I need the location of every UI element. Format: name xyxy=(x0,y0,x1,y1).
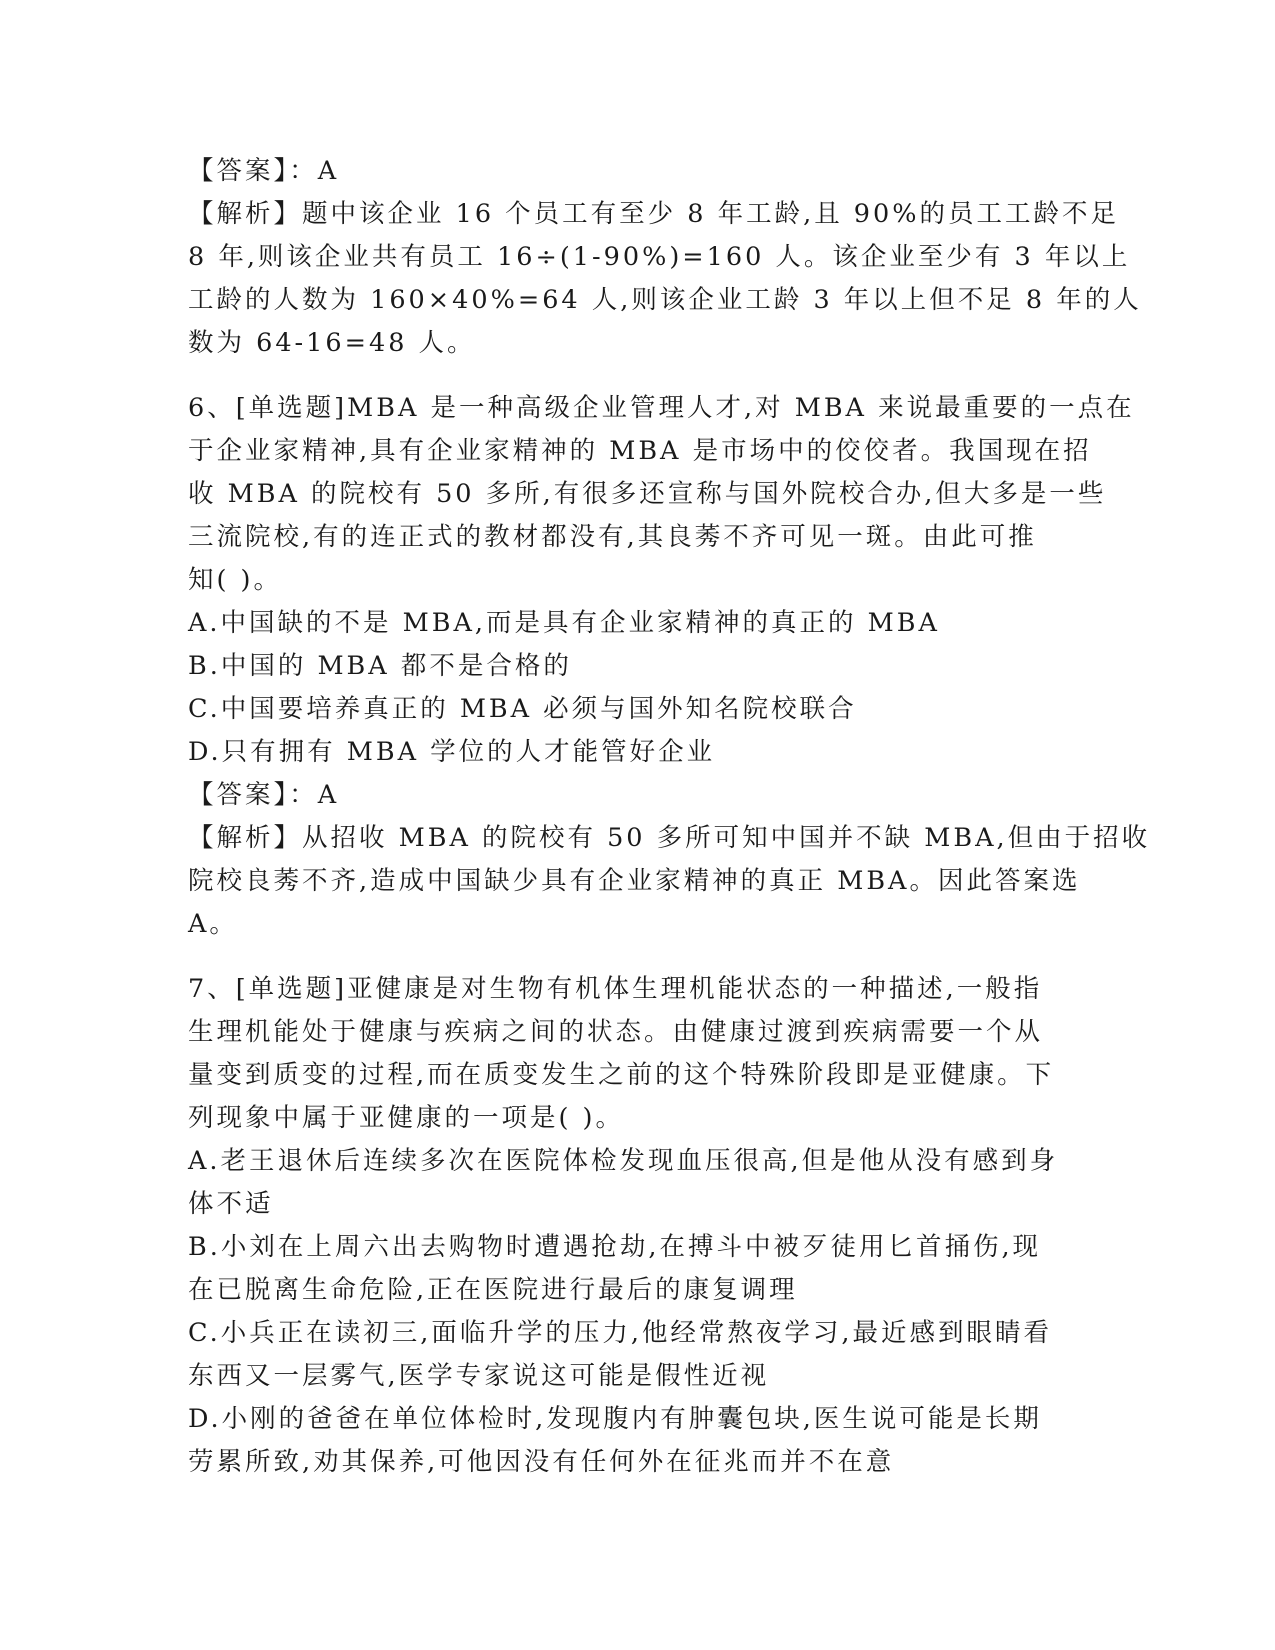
q6-stem-line: 于企业家精神,具有企业家精神的 MBA 是市场中的佼佼者。我国现在招 xyxy=(188,436,1092,466)
q6-stem-line: 知( )。 xyxy=(188,565,283,595)
section-gap xyxy=(188,946,1088,968)
q7-option-a: A.老王退休后连续多次在医院体检发现血压很高,但是他从没有感到身 xyxy=(188,1146,1059,1176)
q6-analysis-line: 院校良莠不齐,造成中国缺少具有企业家精神的真正 MBA。因此答案选 xyxy=(188,866,1081,896)
q5-analysis xyxy=(188,193,1142,365)
q7-option-c: C.小兵正在读初三,面临升学的压力,他经常熬夜学习,最近感到眼睛看 xyxy=(188,1318,1053,1348)
q7-stem-line: 量变到质变的过程,而在质变发生之前的这个特殊阶段即是亚健康。下 xyxy=(188,1060,1055,1090)
q7-stem-line: 7、[单选题]亚健康是对生物有机体生理机能状态的一种描述,一般指 xyxy=(188,974,1043,1004)
q6-analysis xyxy=(188,817,1151,946)
q7-stem-line: 生理机能处于健康与疾病之间的状态。由健康过渡到疾病需要一个从 xyxy=(188,1017,1044,1047)
q5-analysis-line: 8 年,则该企业共有员工 16÷(1-90%)=160 人。该企业至少有 3 年以上 xyxy=(188,242,1131,272)
q6-option-b: B.中国的 MBA 都不是合格的 xyxy=(188,651,572,681)
q5-analysis-line: 【解析】题中该企业 16 个员工有至少 8 年工龄,且 90%的员工工龄不足 xyxy=(188,199,1119,229)
q7-option-c-cont: 东西又一层雾气,医学专家说这可能是假性近视 xyxy=(188,1361,770,1391)
q6-stem-line: 收 MBA 的院校有 50 多所,有很多还宣称与国外院校合办,但大多是一些 xyxy=(188,479,1107,509)
q5-analysis-line: 数为 64-16=48 人。 xyxy=(188,328,476,358)
q6-stem xyxy=(188,387,1135,602)
q6-stem-line: 三流院校,有的连正式的教材都没有,其良莠不齐可见一斑。由此可推 xyxy=(188,522,1037,552)
q6-stem-line: 6、[单选题]MBA 是一种高级企业管理人才,对 MBA 来说最重要的一点在 xyxy=(188,393,1135,423)
q6-option-c: C.中国要培养真正的 MBA 必须与国外知名院校联合 xyxy=(188,694,857,724)
q6-options xyxy=(188,602,1088,774)
q7-option-b-cont: 在已脱离生命危险,正在医院进行最后的康复调理 xyxy=(188,1275,798,1305)
q7-option-a-cont: 体不适 xyxy=(188,1189,274,1219)
q6-analysis-line: 【解析】从招收 MBA 的院校有 50 多所可知中国并不缺 MBA,但由于招收 xyxy=(188,823,1151,853)
q7-option-d-cont: 劳累所致,劝其保养,可他因没有任何外在征兆而并不在意 xyxy=(188,1447,895,1477)
q7-option-b: B.小刘在上周六出去购物时遭遇抢劫,在搏斗中被歹徒用匕首捅伤,现 xyxy=(188,1232,1042,1262)
document-page xyxy=(188,150,1151,1484)
q6-option-a: A.中国缺的不是 MBA,而是具有企业家精神的真正的 MBA xyxy=(188,608,940,638)
q6-option-d: D.只有拥有 MBA 学位的人才能管好企业 xyxy=(188,737,716,767)
q6-answer: 【答案】：A xyxy=(188,780,340,810)
q5-answer: 【答案】：A xyxy=(188,156,340,186)
question-5-tail xyxy=(188,150,1142,365)
question-7 xyxy=(188,968,1088,1484)
section-gap xyxy=(188,365,1088,387)
q7-stem-line: 列现象中属于亚健康的一项是( )。 xyxy=(188,1103,625,1133)
q6-analysis-line: A。 xyxy=(188,909,238,939)
q7-stem xyxy=(188,968,1088,1140)
q7-option-d: D.小刚的爸爸在单位体检时,发现腹内有肿囊包块,医生说可能是长期 xyxy=(188,1404,1042,1434)
q5-analysis-line: 工龄的人数为 160×40%=64 人,则该企业工龄 3 年以上但不足 8 年的人 xyxy=(188,285,1142,315)
q7-options xyxy=(188,1140,1088,1484)
question-6 xyxy=(188,387,1151,946)
